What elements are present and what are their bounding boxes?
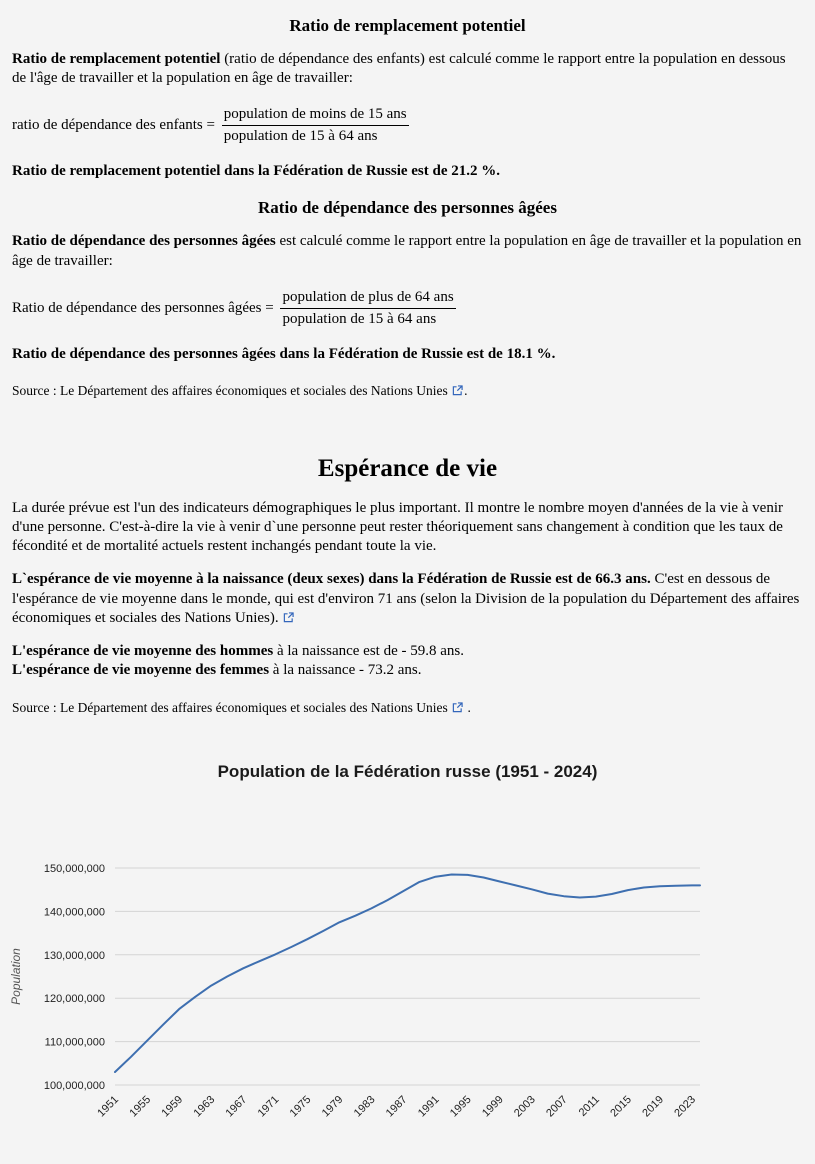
life-expectancy-p2	[12, 570, 803, 628]
replacement-ratio-intro-rest: (ratio de dépendance des enfants) est calculé comme le rapport entre la population en dessous de l'âge de travailler et la population en âge de travailler:	[12, 51, 786, 87]
fraction-denominator: population de 15 à 64 ans	[223, 128, 378, 145]
x-tick-label: 1955	[127, 1093, 154, 1120]
women-life-expectancy-rest: à la naissance - 73.2 ans.	[269, 662, 422, 679]
life-expectancy-p1: La durée prévue est l'un des indicateurs démographiques le plus important. Il montre le nombre moyen d'années de la vie à venir d'une personne. C'est-à-dire la vie à venir d`une personne peut rester théoriquement sans changement à condition que les taux de fécondité et de mortalité actuels restent inchangés pendant toute la vie.	[12, 499, 783, 555]
elderly-ratio-intro-rest: est calculé comme le rapport entre la population en âge de travailler et la population en âge de travailler:	[12, 233, 802, 269]
source-line-ratios	[12, 383, 803, 399]
replacement-ratio-formula	[12, 106, 803, 145]
population-series-line[interactable]	[115, 875, 700, 1073]
population-line-chart[interactable]	[0, 786, 815, 1144]
elderly-ratio-formula	[12, 289, 803, 328]
replacement-ratio-intro	[12, 50, 803, 88]
heading-replacement-ratio: Ratio de remplacement potentiel	[289, 16, 526, 35]
fraction-denominator: population de 15 à 64 ans	[282, 310, 437, 327]
y-tick-label: 140,000,000	[43, 906, 105, 919]
x-tick-label: 2019	[640, 1093, 667, 1120]
source-line-life-expectancy	[12, 700, 803, 716]
fraction-numerator: population de plus de 64 ans	[280, 289, 455, 309]
x-tick-label: 2011	[576, 1093, 602, 1120]
x-tick-label: 1951	[95, 1093, 122, 1120]
y-tick-label: 120,000,000	[43, 993, 105, 1006]
x-tick-label: 2023	[672, 1093, 699, 1120]
replacement-ratio-result: Ratio de remplacement potentiel dans la Fédération de Russie est de 21.2 %.	[12, 163, 501, 180]
x-tick-label: 1979	[319, 1093, 346, 1120]
x-tick-label: 2007	[544, 1093, 570, 1120]
y-axis-title: Population	[9, 948, 23, 1006]
x-tick-label: 2003	[512, 1093, 538, 1120]
heading-life-expectancy: Espérance de vie	[317, 454, 498, 482]
external-link-icon[interactable]	[452, 385, 463, 396]
source-text: Source : Le Département des affaires économiques et sociales des Nations Unies	[12, 700, 448, 716]
x-tick-label: 1971	[255, 1093, 282, 1120]
elderly-formula-label: Ratio de dépendance des personnes âgées =	[12, 299, 274, 316]
y-tick-label: 130,000,000	[43, 950, 105, 963]
source-text: Source : Le Département des affaires économiques et sociales des Nations Unies	[12, 382, 448, 398]
men-life-expectancy-rest: à la naissance est de - 59.8 ans.	[273, 642, 464, 659]
elderly-ratio-intro-bold: Ratio de dépendance des personnes âgées	[12, 233, 276, 250]
y-tick-label: 100,000,000	[43, 1080, 105, 1093]
elderly-ratio-intro	[12, 232, 803, 270]
x-tick-label: 1999	[479, 1093, 506, 1120]
y-tick-label: 150,000,000	[43, 863, 105, 876]
x-tick-label: 1963	[191, 1093, 218, 1120]
x-tick-label: 1975	[287, 1093, 314, 1120]
men-life-expectancy-bold: L'espérance de vie moyenne des hommes	[12, 642, 274, 659]
replacement-formula-fraction	[222, 106, 409, 145]
life-expectancy-p2-rest: C'est en dessous de l'espérance de vie moyenne dans le monde, qui est d'environ 71 ans (selon la Division de la population du Département des affaires économiques et sociales des Nations Unies).	[12, 571, 800, 626]
external-link-icon[interactable]	[283, 612, 294, 623]
life-expectancy-p2-bold: L`espérance de vie moyenne à la naissance (deux sexes) dans la Fédération de Russie est de 66.3 ans.	[12, 571, 651, 588]
replacement-ratio-intro-bold: Ratio de remplacement potentiel	[12, 51, 221, 67]
elderly-ratio-result: Ratio de dépendance des personnes âgées dans la Fédération de Russie est de 18.1 %.	[12, 345, 556, 362]
external-link-icon[interactable]	[452, 702, 463, 713]
life-expectancy-sexes	[12, 642, 803, 680]
x-tick-label: 1983	[351, 1093, 378, 1120]
elderly-formula-fraction	[280, 289, 455, 328]
x-tick-label: 2015	[608, 1093, 634, 1120]
population-chart-section	[0, 762, 815, 1144]
x-tick-label: 1991	[415, 1093, 442, 1120]
replacement-formula-label: ratio de dépendance des enfants =	[12, 117, 215, 134]
x-tick-label: 1987	[383, 1093, 410, 1120]
source-punct: .	[464, 700, 471, 716]
source-punct: .	[464, 382, 468, 398]
x-tick-label: 1967	[223, 1093, 250, 1120]
x-tick-label: 1959	[159, 1093, 186, 1120]
women-life-expectancy-bold: L'espérance de vie moyenne des femmes	[12, 662, 270, 679]
heading-elderly-ratio: Ratio de dépendance des personnes âgées	[258, 198, 557, 218]
chart-title: Population de la Fédération russe (1951 - 2024)	[217, 762, 598, 782]
fraction-numerator: population de moins de 15 ans	[222, 106, 409, 126]
x-tick-label: 1995	[447, 1093, 474, 1120]
y-tick-label: 110,000,000	[44, 1036, 105, 1049]
